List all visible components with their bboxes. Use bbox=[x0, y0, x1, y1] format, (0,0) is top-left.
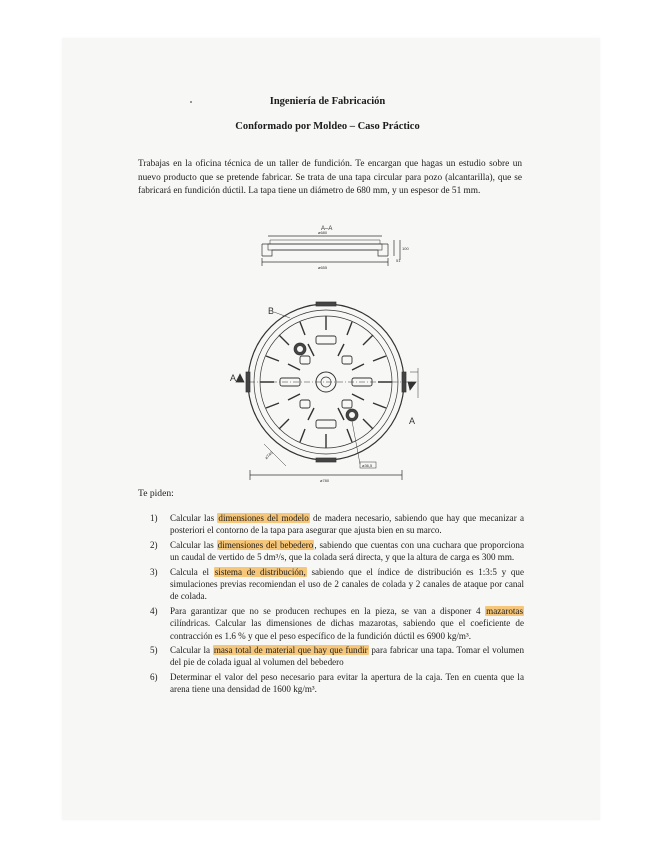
task-list bbox=[150, 512, 524, 698]
task-text: cilíndricas. Calcular las dimensiones de dichas mazarotas, sabiendo que el coeficiente de contracción es 1.6 % y que el peso específico de la fundición dúctil es 6900 kg/m³. bbox=[170, 618, 524, 641]
task-item bbox=[150, 539, 524, 564]
task-number: 2) bbox=[150, 539, 158, 550]
task-text: Calcular las bbox=[170, 539, 217, 550]
dim-outer: ø780 bbox=[320, 478, 330, 483]
dim-top: ø680 bbox=[318, 230, 328, 235]
task-item bbox=[150, 644, 524, 669]
task-highlight: dimensiones del bebedero bbox=[217, 539, 314, 550]
document-subtitle: Conformado por Moldeo – Caso Práctico bbox=[235, 121, 420, 132]
dim-side: 51 bbox=[396, 258, 401, 263]
task-text: Calcular la bbox=[170, 645, 213, 656]
document-title: Ingeniería de Fabricación bbox=[269, 96, 386, 107]
task-text: Para garantizar que no se producen rechupes en la pieza, se van a disponer 4 bbox=[170, 605, 486, 616]
section-a-left: A bbox=[230, 373, 237, 383]
intro-paragraph: Trabajas en la oficina técnica de un taller de fundición. Te encargan que hagas un estudio sobre un nuevo producto que se pretende fabricar. Se trata de una tapa circular para pozo (alcantarilla), que se fabricará en fundición dúctil. La tapa tiene un diámetro de 680 mm, y un espesor de 51 mm. bbox=[138, 159, 522, 196]
task-text: , sabiendo que cuentas con una cuchara que proporciona un caudal de vertido de 5 dm³/s, que la colada será directa, y que la altura de carga es 300 mm. bbox=[170, 539, 524, 563]
dim-diag: ø740 bbox=[263, 450, 274, 461]
task-item bbox=[150, 512, 524, 537]
task-number: 4) bbox=[150, 605, 158, 616]
task-text: sabiendo que el índice de distribución es 1:3:5 y que simulaciones previas recomiendan el uso de 2 canales de colada y 2 canales de ataque por canal de colada. bbox=[170, 566, 525, 602]
task-highlight: mazarotas bbox=[486, 605, 523, 616]
section-label: A–A bbox=[321, 226, 333, 232]
task-item bbox=[150, 671, 524, 696]
task-item bbox=[150, 566, 524, 603]
task-number: 1) bbox=[150, 513, 158, 523]
task-number: 3) bbox=[150, 566, 158, 577]
dim-height: 100 bbox=[402, 246, 409, 251]
task-highlight: dimensiones del modelo bbox=[218, 513, 309, 523]
task-text: Calcular las bbox=[170, 513, 218, 523]
task-text: para fabricar una tapa. Tomar el volumen del pie de colada igual al volumen del bebedero bbox=[170, 645, 524, 668]
section-a-right: A bbox=[409, 416, 416, 426]
task-highlight: masa total de material que hay que fundir bbox=[213, 645, 368, 656]
task-number: 6) bbox=[150, 671, 158, 682]
detail-b: B bbox=[268, 306, 275, 316]
task-text: Calcula el bbox=[170, 566, 214, 577]
task-number: 5) bbox=[150, 645, 158, 656]
piden-label: Te piden: bbox=[138, 488, 174, 499]
task-item bbox=[150, 605, 524, 642]
dim-hole: ø36,5 bbox=[362, 463, 373, 468]
task-text: de madera necesario, sabiendo que hay que mecanizar a posteriori el contorno de la tapa para asegurar que ajusta bien en su marco. bbox=[170, 513, 525, 536]
task-text: Determinar el valor del peso necesario para evitar la apertura de la caja. Ten en cuenta que la arena tiene una densidad de 1600 kg/m³. bbox=[170, 671, 524, 695]
dim-bottom: ø655 bbox=[318, 265, 328, 270]
task-highlight: sistema de distribución, bbox=[214, 566, 306, 577]
